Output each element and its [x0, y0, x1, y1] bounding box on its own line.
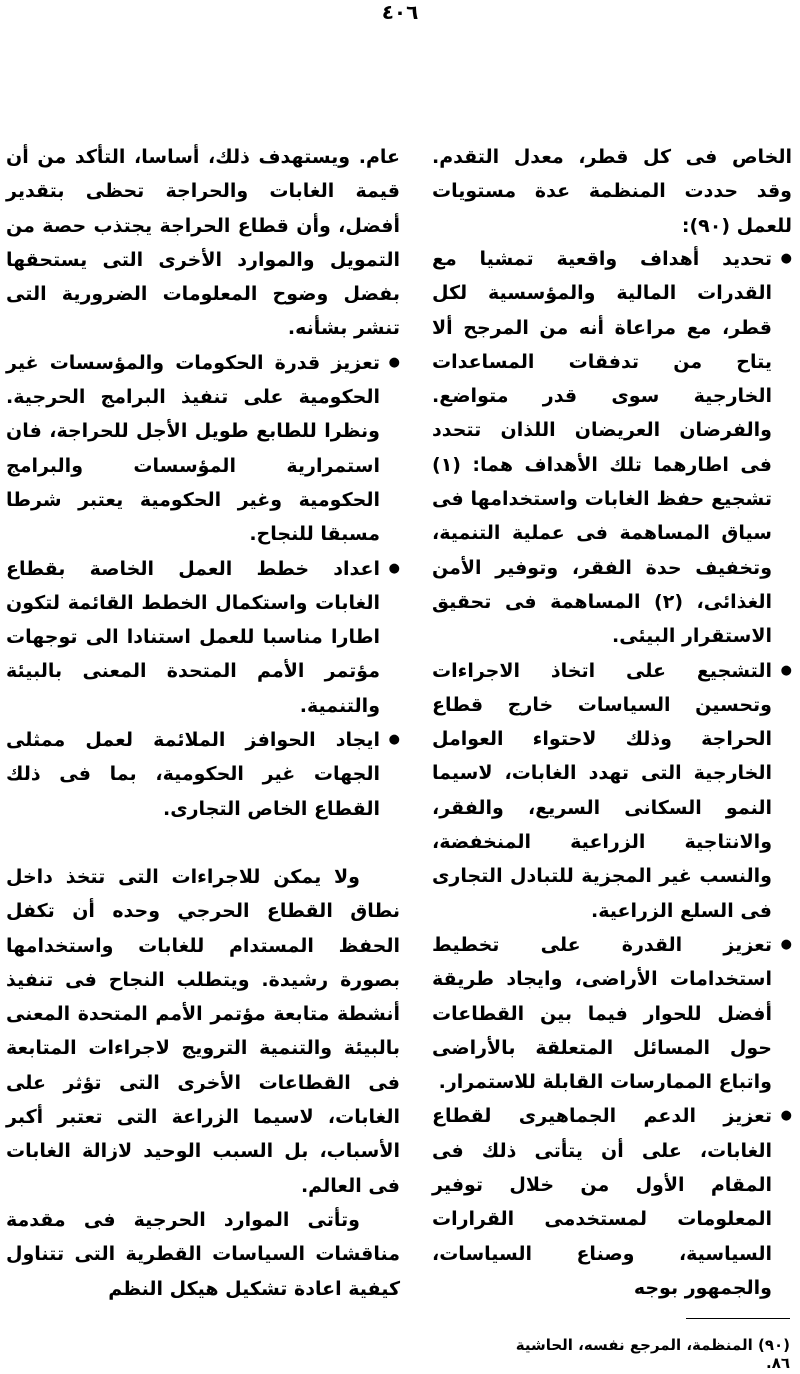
body-paragraph: ولا يمكن للاجراءات التى تتخذ داخل نطاق القطاع الحرجي وحده أن تكفل الحفظ المستدام للغابات واستخدامها بصورة رشيدة. ويتطلب النجاح فى تنفيذ أنشطة متابعة مؤتمر الأمم المتحدة المعنى بالبيئة والتنمية الترويج لاجراءات المتابعة فى القطاعات الأخرى التى تؤثر على الغابات، لاسيما الزراعة التى تعتبر أكبر الأسباب، بل السبب الوحيد لازالة الغابات فى العالم.	[6, 865, 400, 1197]
list-item: ● التشجيع على اتخاذ الاجراءات وتحسين السياسات خارج قطاع الحراجة وذلك لاحتواء العوامل الخارجية التى تهدد الغابات، لاسيما النمو السكانى السريع، والفقر، والانتاجية الزراعية المنخفضة، والنسب غير المجزية للتبادل التجارى فى السلع الزراعية.	[432, 654, 772, 928]
page-number: ٤٠٦	[381, 0, 419, 24]
footnote: (٩٠) المنظمة، المرجع نفسه، الحاشية ٨٦.	[515, 1336, 790, 1372]
list-item: ● تعزيز القدرة على تخطيط استخدامات الأراضى، وايجاد طريقة أفضل للحوار فيما بين القطاعات حول المسائل المتعلقة بالأراضى واتباع الممارسات القابلة للاستمرار.	[432, 928, 772, 1099]
footnote-divider	[686, 1318, 790, 1319]
list-item: ● ايجاد الحوافز الملائمة لعمل ممثلى الجهات غير الحكومية، بما فى ذلك القطاع الخاص التجارى.	[6, 723, 380, 826]
intro-paragraph: الخاص فى كل قطر، معدل التقدم. وقد حددت المنظمة عدة مستويات للعمل (٩٠):	[432, 146, 792, 237]
intro-paragraph: عام. ويستهدف ذلك، أساسا، التأكد من أن قيمة الغابات والحراجة تحظى بتقدير أفضل، وأن قطاع الحراجة يجتذب حصة من التمويل والموارد الأخرى التى يستحقها بفضل وضوح المعلومات الضرورية التى تنشر بشأنه.	[6, 146, 400, 340]
right-column-list	[432, 242, 792, 1305]
left-column	[6, 140, 400, 1306]
body-paragraph: وتأتى الموارد الحرجية فى مقدمة مناقشات السياسات القطرية التى تتناول كيفية اعادة تشكيل هيكل النظم	[6, 1208, 400, 1300]
right-column-intro	[432, 140, 792, 243]
list-item: ● اعداد خطط العمل الخاصة بقطاع الغابات واستكمال الخطط القائمة لتكون اطارا مناسبا للعمل استنادا الى توجهات مؤتمر الأمم المتحدة المعنى بالبيئة والتنمية.	[6, 552, 380, 723]
list-item: ● تحديد أهداف واقعية تمشيا مع القدرات المالية والمؤسسية لكل قطر، مع مراعاة أنه من المرجح ألا يتاح من تدفقات المساعدات الخارجية سوى قدر متواضع. والفرضان العريضان اللذان تتحدد فى اطارهما تلك الأهداف هما: (١) تشجيع حفظ الغابات واستخدامها فى سياق المساهمة فى عملية التنمية، وتخفيف حدة الفقر، وتوفير الأمن الغذائى، (٢) المساهمة فى تحقيق الاستقرار البيئى.	[432, 242, 772, 654]
list-item: ● تعزيز الدعم الجماهيرى لقطاع الغابات، على أن يتأتى ذلك فى المقام الأول من خلال توفير المعلومات لمستخدمى القرارات السياسية، وصناع السياسات، والجمهور بوجه	[432, 1099, 772, 1305]
list-item: ● تعزيز قدرة الحكومات والمؤسسات غير الحكومية على تنفيذ البرامج الحرجية. ونظرا للطابع طويل الأجل للحراجة، فان استمرارية المؤسسات والبرامج الحكومية وغير الحكومية يعتبر شرطا مسبقا للنجاح.	[6, 346, 380, 552]
